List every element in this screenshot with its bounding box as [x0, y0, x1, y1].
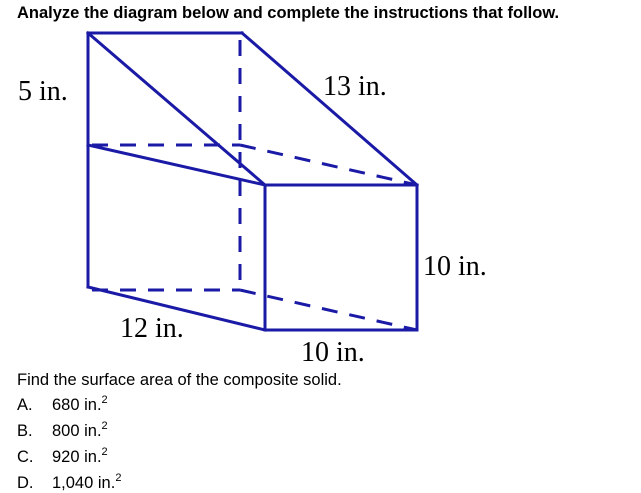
choice-d[interactable]: [17, 474, 121, 493]
hidden-edge-bottom-slant: [240, 290, 417, 330]
choice-c[interactable]: [17, 448, 108, 467]
instructions-heading: Analyze the diagram below and complete the instructions that follow.: [17, 4, 560, 22]
choice-b[interactable]: [17, 422, 108, 441]
label-13-in: 13 in.: [323, 71, 387, 102]
choice-letter: A.: [17, 396, 33, 414]
choice-letter: C.: [17, 448, 34, 466]
edge-front-diagonal: [88, 33, 265, 185]
label-5-in: 5 in.: [18, 76, 68, 107]
edge-front-mid: [88, 145, 265, 185]
edge-top-slant: [242, 33, 417, 185]
label-10-in-height: 10 in.: [423, 251, 487, 282]
choice-letter: D.: [17, 474, 34, 492]
choice-value: 680 in.: [52, 396, 102, 414]
choice-value: 920 in.: [52, 448, 102, 466]
label-12-in: 12 in.: [120, 313, 184, 344]
choice-exponent: 2: [101, 420, 108, 432]
choice-letter: B.: [17, 422, 33, 440]
choice-exponent: 2: [101, 446, 108, 458]
choice-value: 1,040 in.: [52, 474, 116, 492]
hidden-edge-mid-slant: [240, 145, 417, 185]
question-text: Find the surface area of the composite solid.: [17, 371, 342, 389]
choice-a[interactable]: [17, 396, 108, 415]
choice-exponent: 2: [115, 472, 122, 484]
choice-value: 800 in.: [52, 422, 102, 440]
choice-exponent: 2: [101, 394, 108, 406]
label-10-in-width: 10 in.: [301, 337, 365, 368]
